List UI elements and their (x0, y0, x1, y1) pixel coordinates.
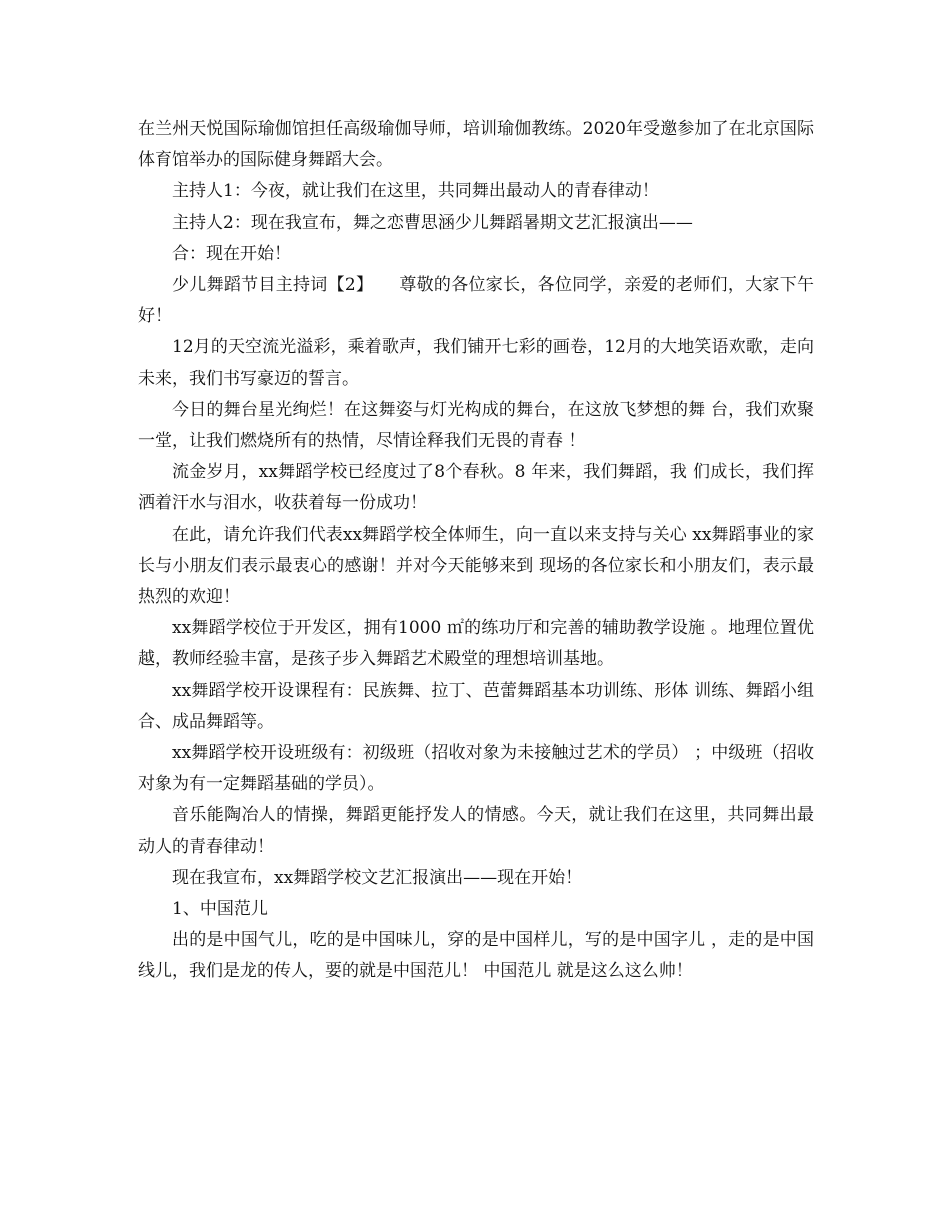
paragraph-8: 在此，请允许我们代表xx舞蹈学校全体师生，向一直以来支持与关心 xx舞蹈事业的家长与小朋友们表示最衷心的感谢！并对今天能够来到 现场的各位家长和小朋友们，表示最热烈的欢迎！ (138, 524, 814, 608)
paragraph-11: xx舞蹈学校开设班级有：初级班（招收对象为未接触过艺术的学员） ；中级班（招收对象为有一定舞蹈基础的学员）。 (138, 743, 814, 795)
paragraph-1: 主持人1：今夜，就让我们在这里，共同舞出最动人的青春律动！ (172, 181, 659, 202)
paragraph-0: 在兰州天悦国际瑜伽馆担任高级瑜伽导师，培训瑜伽教练。2020年受邀参加了在北京国际体育馆举办的国际健身舞蹈大会。 (138, 119, 814, 171)
paragraph-3: 合：现在开始！ (172, 243, 291, 264)
paragraph-15: 出的是中国气儿，吃的是中国味儿，穿的是中国样儿，写的是中国字儿 ，走的是中国线儿，我们是龙的传人，要的就是中国范儿！ 中国范儿 就是这么这么帅！ (138, 930, 814, 982)
paragraph-7: 流金岁月，xx舞蹈学校已经度过了8个春秋。8 年来，我们舞蹈，我 们成长，我们挥洒着汗水与泪水，收获着每一份成功！ (138, 462, 814, 514)
paragraph-10: xx舞蹈学校开设课程有：民族舞、拉丁、芭蕾舞蹈基本功训练、形体 训练、舞蹈小组合、成品舞蹈等。 (138, 680, 814, 732)
paragraph-13: 现在我宣布，xx舞蹈学校文艺汇报演出——现在开始！ (172, 867, 583, 888)
paragraph-9: xx舞蹈学校位于开发区，拥有1000 ㎡的练功厅和完善的辅助教学设施 。地理位置优越，教师经验丰富，是孩子步入舞蹈艺术殿堂的理想培训基地。 (138, 618, 814, 670)
paragraph-2: 主持人2：现在我宣布，舞之恋曹思涵少儿舞蹈暑期文艺汇报演出—— (172, 212, 693, 233)
paragraph-12: 音乐能陶冶人的情操，舞蹈更能抒发人的情感。今天，就让我们在这里，共同舞出最动人的青春律动！ (138, 805, 814, 857)
document-body (138, 114, 814, 988)
paragraph-4: 少儿舞蹈节目主持词【2】 尊敬的各位家长，各位同学，亲爱的老师们，大家下午好！ (138, 275, 814, 327)
paragraph-14: 1、中国范儿 (172, 899, 268, 920)
paragraph-5: 12月的天空流光溢彩，乘着歌声，我们铺开七彩的画卷，12月的大地笑语欢歌，走向未来，我们书写豪迈的誓言。 (138, 337, 814, 389)
paragraph-6: 今日的舞台星光绚烂！在这舞姿与灯光构成的舞台，在这放飞梦想的舞 台，我们欢聚一堂，让我们燃烧所有的热情，尽情诠释我们无畏的青春 ！ (138, 399, 814, 452)
